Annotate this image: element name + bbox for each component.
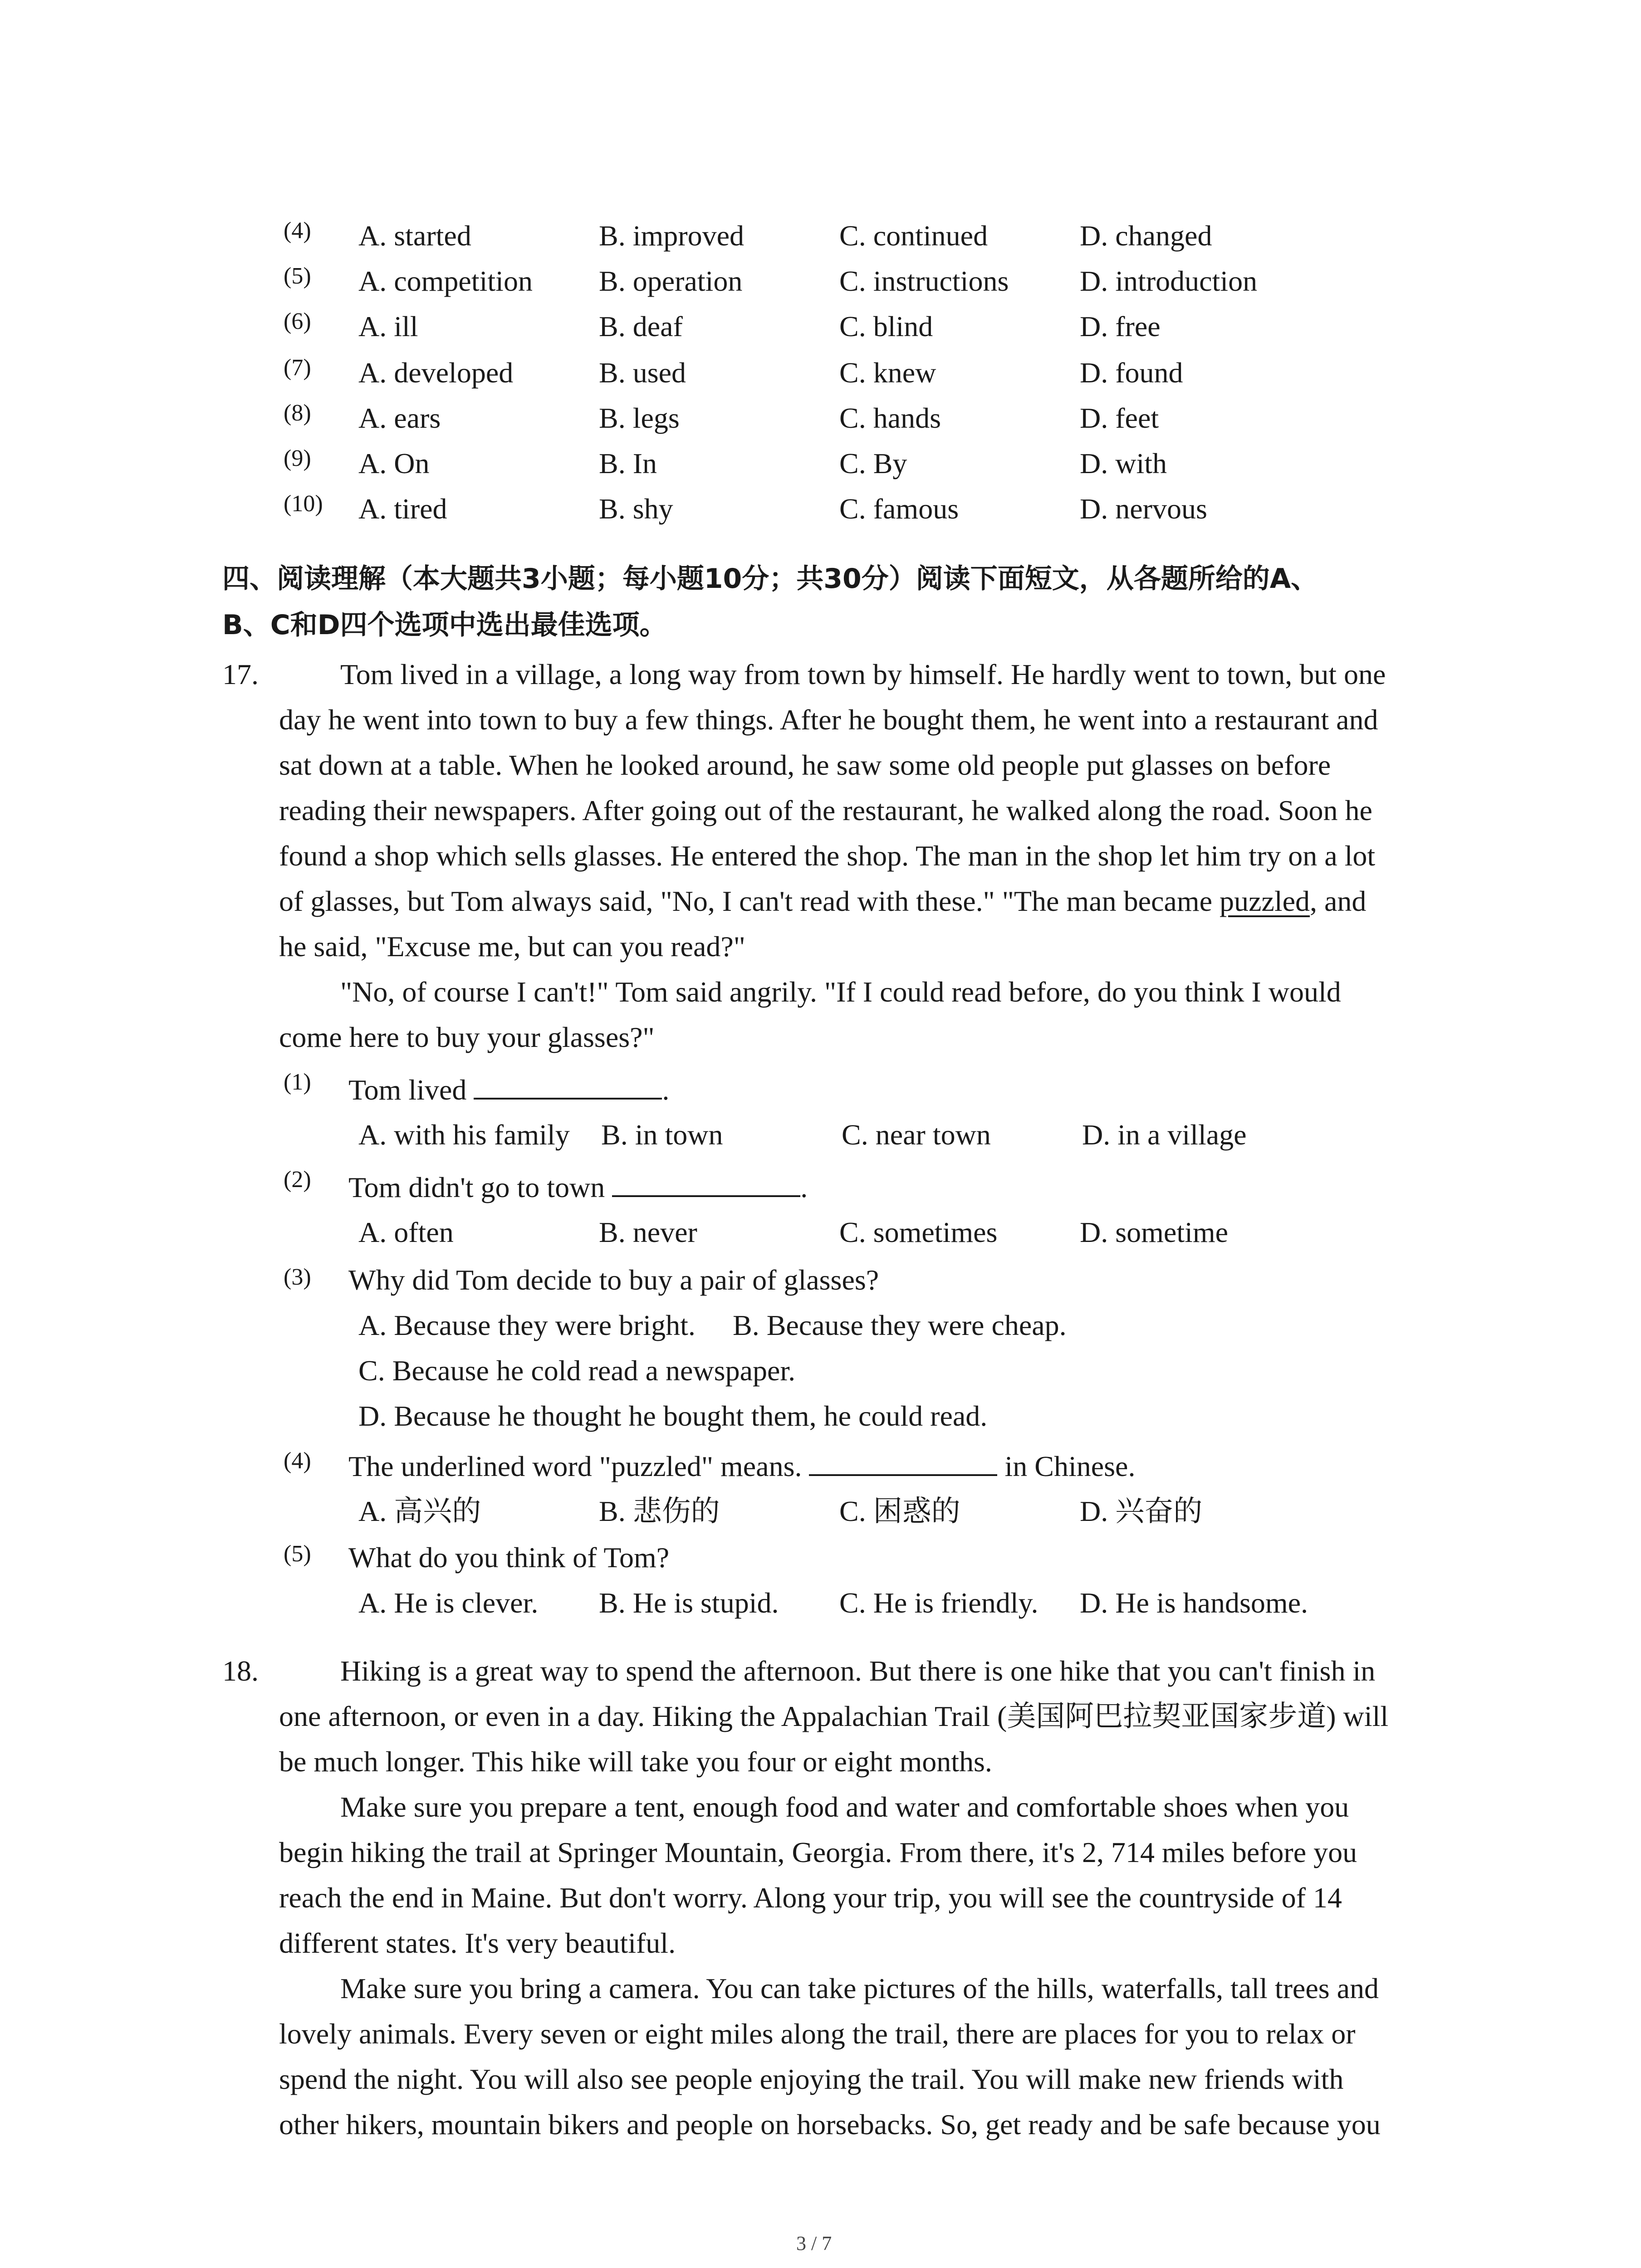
option-d[interactable]: D. with [1080,447,1167,479]
option-d[interactable]: D. in a village [1082,1119,1247,1151]
option-d[interactable]: D. Because he thought he bought them, he could read. [358,1400,988,1432]
q17-line: come here to buy your glasses?" [279,1021,655,1053]
option-d[interactable]: D. nervous [1080,493,1207,525]
q18-line: other hikers, mountain bikers and people on horsebacks. So, get ready and be safe because you [279,2108,1381,2141]
q17-number: 17. [222,658,259,690]
q18-line: be much longer. This hike will take you four or eight months. [279,1745,992,1778]
q17-sub-stem: Why did Tom decide to buy a pair of glasses? [348,1264,879,1296]
q18-line: Make sure you prepare a tent, enough food and water and comfortable shoes when you [340,1791,1349,1823]
option-c[interactable]: C. sometimes [839,1216,998,1248]
option-d[interactable]: D. changed [1080,220,1212,252]
option-d[interactable]: D. sometime [1080,1216,1229,1248]
q17-text: of glasses, but Tom always said, "No, I can't read with these." "The man became [279,885,1220,917]
q18-line: different states. It's very beautiful. [279,1927,676,1959]
q17-sub-number: (5) [284,1541,311,1567]
option-a[interactable]: A. ill [358,310,418,342]
option-b[interactable]: B. 悲伤的 [599,1495,720,1527]
option-b[interactable]: B. never [599,1216,697,1248]
option-a[interactable]: A. On [358,447,430,479]
choice-row-number: (9) [284,445,311,471]
answer-blank[interactable] [612,1173,800,1197]
q17-line: he said, "Excuse me, but can you read?" [279,930,745,963]
option-c[interactable]: C. instructions [839,265,1009,297]
option-d[interactable]: D. feet [1080,402,1159,434]
choice-row-number: (7) [284,355,311,381]
page-number: 3 / 7 [796,2232,832,2254]
option-c[interactable]: C. famous [839,493,959,525]
q17-line: "No, of course I can't!" Tom said angrily. "If I could read before, do you think I would [340,976,1341,1008]
option-c[interactable]: C. blind [839,310,933,342]
option-b[interactable]: B. legs [599,402,680,434]
q17-sub-stem: Tom lived . [348,1074,670,1106]
option-b[interactable]: B. He is stupid. [599,1587,779,1619]
q18-line: Hiking is a great way to spend the afternoon. But there is one hike that you can't finish in [340,1655,1376,1687]
option-d[interactable]: D. found [1080,357,1183,389]
option-a[interactable]: A. developed [358,357,514,389]
q17-line: reading their newspapers. After going out of the restaurant, he walked along the road. Soon he [279,794,1372,826]
choice-row-number: (4) [284,218,311,244]
q17-sub-stem: Tom didn't go to town . [348,1171,808,1203]
option-b[interactable]: B. Because they were cheap. [733,1309,1067,1341]
option-d[interactable]: D. free [1080,310,1161,342]
option-b[interactable]: B. used [599,357,686,389]
q18-line: begin hiking the trail at Springer Mountain, Georgia. From there, it's 2, 714 miles before you [279,1836,1357,1868]
option-a[interactable]: A. Because they were bright. [358,1309,696,1341]
option-c[interactable]: C. continued [839,220,988,252]
option-a[interactable]: A. competition [358,265,533,297]
option-c[interactable]: C. By [839,447,907,479]
option-a[interactable]: A. tired [358,493,447,525]
q17-line: day he went into town to buy a few things. After he bought them, he went into a restaurant and [279,704,1378,736]
q17-sub-number: (4) [284,1448,311,1474]
q17-sub-stem: What do you think of Tom? [348,1541,670,1574]
section-heading-line1: 四、阅读理解（本大题共3小题；每小题10分；共30分）阅读下面短文，从各题所给的A、 [222,563,1318,595]
option-c[interactable]: C. near town [842,1119,991,1151]
option-c[interactable]: C. knew [839,357,936,389]
q17-line: sat down at a table. When he looked around, he saw some old people put glasses on before [279,749,1331,781]
q18-line: spend the night. You will also see people enjoying the trail. You will make new friends with [279,2063,1344,2095]
option-d[interactable]: D. He is handsome. [1080,1587,1308,1619]
option-c[interactable]: C. hands [839,402,941,434]
choice-row-number: (5) [284,263,311,289]
q18-line: one afternoon, or even in a day. Hiking the Appalachian Trail (美国阿巴拉契亚国家步道) will [279,1700,1389,1732]
q17-sub-number: (3) [284,1264,311,1290]
option-a[interactable]: A. with his family [358,1119,570,1151]
option-d[interactable]: D. introduction [1080,265,1258,297]
choice-row-number: (6) [284,308,311,334]
choice-row-number: (8) [284,400,311,426]
option-b[interactable]: B. shy [599,493,673,525]
option-d[interactable]: D. 兴奋的 [1080,1495,1203,1527]
q17-sub-number: (2) [284,1167,311,1193]
option-a[interactable]: A. 高兴的 [358,1495,481,1527]
q18-line: Make sure you bring a camera. You can take pictures of the hills, waterfalls, tall trees and [340,1972,1379,2004]
choice-row-number: (10) [284,491,323,517]
option-c[interactable]: C. Because he cold read a newspaper. [358,1354,796,1387]
option-c[interactable]: C. 困惑的 [839,1495,960,1527]
option-b[interactable]: B. deaf [599,310,683,342]
option-a[interactable]: A. He is clever. [358,1587,539,1619]
q17-text: , and [1310,885,1367,917]
section-heading-line2: B、C和D四个选项中选出最佳选项。 [222,609,667,641]
answer-blank[interactable] [809,1452,997,1476]
q18-number: 18. [222,1655,259,1687]
q17-line: Tom lived in a village, a long way from town by himself. He hardly went to town, but one [340,658,1386,690]
option-a[interactable]: A. started [358,220,471,252]
option-c[interactable]: C. He is friendly. [839,1587,1038,1619]
option-b[interactable]: B. improved [599,220,744,252]
q17-line [279,887,1366,916]
option-a[interactable]: A. often [358,1216,454,1248]
option-b[interactable]: B. operation [599,265,743,297]
option-b[interactable]: B. In [599,447,657,479]
q18-line: lovely animals. Every seven or eight miles along the trail, there are places for you to relax or [279,2018,1356,2050]
option-a[interactable]: A. ears [358,402,441,434]
answer-blank[interactable] [474,1075,662,1100]
q18-line: reach the end in Maine. But don't worry. Along your trip, you will see the countryside of 14 [279,1882,1342,1914]
option-b[interactable]: B. in town [601,1119,723,1151]
q17-sub-number: (1) [284,1069,311,1095]
q17-sub-stem: The underlined word "puzzled" means. in Chinese. [348,1450,1136,1482]
q17-line: found a shop which sells glasses. He entered the shop. The man in the shop let him try on a lot [279,840,1376,872]
underlined-word: puzzled [1220,885,1310,917]
